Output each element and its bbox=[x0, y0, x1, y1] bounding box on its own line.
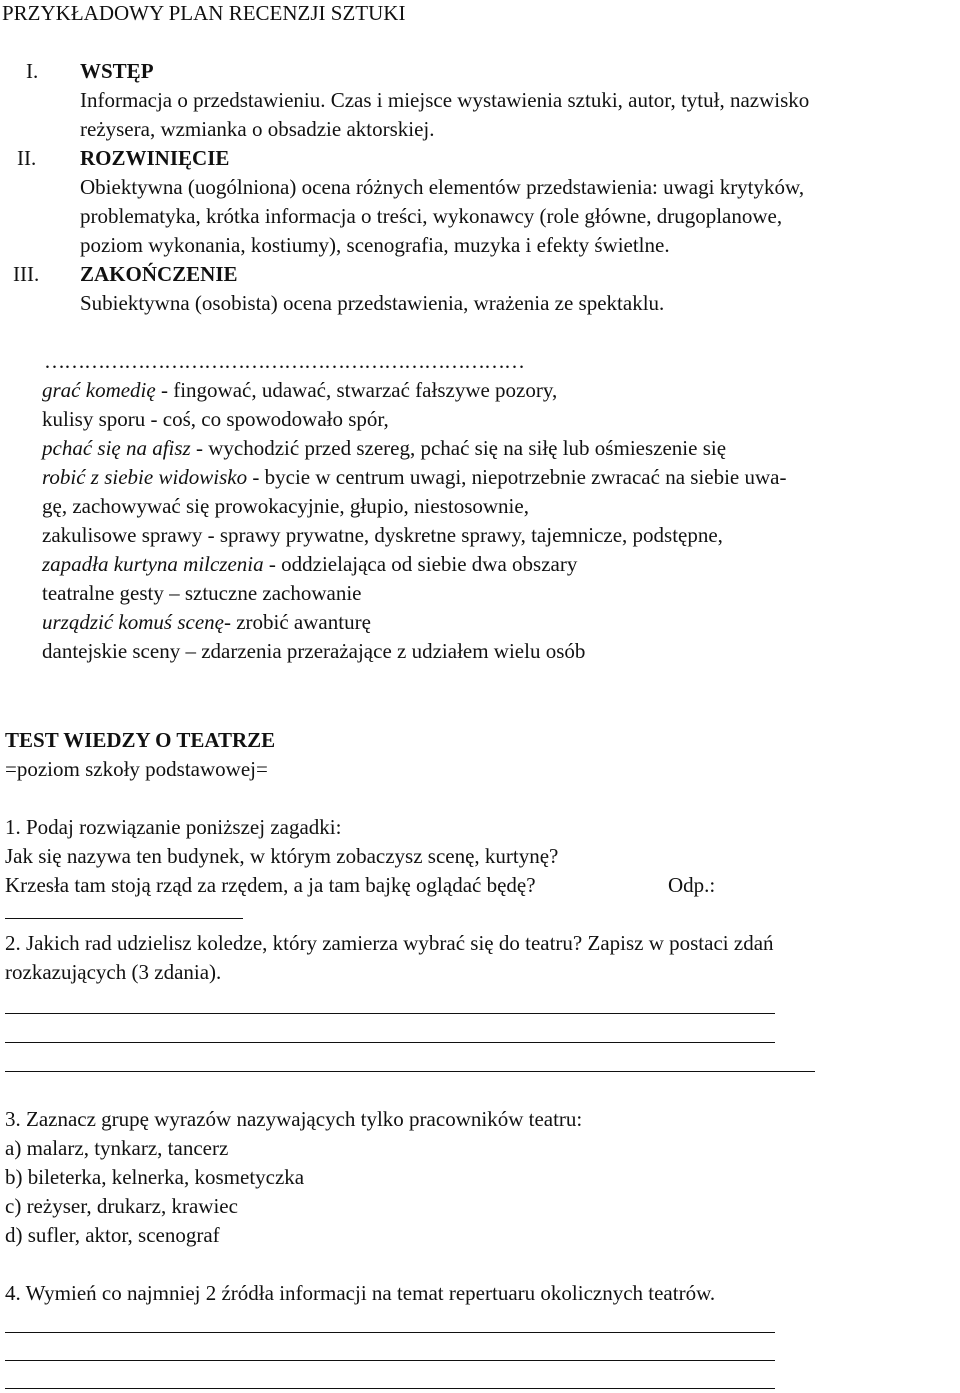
idiom-entry bbox=[42, 522, 723, 548]
idiom-definition: - sprawy prywatne, dyskretne sprawy, tajemnicze, podstępne, bbox=[202, 523, 723, 547]
plan-heading-body: ROZWINIĘCIE bbox=[80, 146, 230, 170]
idiom-definition: - fingować, udawać, stwarzać fałszywe pozory, bbox=[155, 378, 558, 402]
answer-line[interactable] bbox=[5, 1388, 775, 1389]
question-1-riddle-line: Jak się nazywa ten budynek, w którym zobaczysz scenę, kurtynę? bbox=[5, 844, 559, 868]
idiom-definition: - zrobić awanturę bbox=[223, 610, 371, 634]
plan-numeral-1: I. bbox=[26, 59, 39, 83]
answer-line[interactable] bbox=[5, 1332, 775, 1333]
question-1-prompt: 1. Podaj rozwiązanie poniższej zagadki: bbox=[5, 815, 342, 839]
idiom-entry bbox=[42, 551, 577, 577]
option-b[interactable]: b) bileterka, kelnerka, kosmetyczka bbox=[5, 1165, 305, 1189]
idiom-term: kulisy sporu bbox=[42, 407, 146, 431]
page-title: PRZYKŁADOWY PLAN RECENZJI SZTUKI bbox=[2, 1, 406, 25]
question-3-prompt: 3. Zaznacz grupę wyrazów nazywających tylko pracowników teatru: bbox=[5, 1107, 583, 1131]
idiom-entry bbox=[42, 435, 726, 461]
option-a[interactable]: a) malarz, tynkarz, tancerz bbox=[5, 1136, 229, 1160]
plan-line: poziom wykonania, kostiumy), scenografia, muzyka i efekty świetlne. bbox=[80, 233, 670, 257]
answer-line[interactable] bbox=[5, 918, 243, 919]
answer-line[interactable] bbox=[5, 1042, 775, 1043]
idiom-term: teatralne gesty bbox=[42, 581, 164, 605]
plan-line: Subiektywna (osobista) ocena przedstawienia, wrażenia ze spektaklu. bbox=[80, 291, 665, 315]
plan-heading-ending: ZAKOŃCZENIE bbox=[80, 262, 238, 286]
idiom-definition: - wychodzić przed szereg, pchać się na siłę lub ośmieszenie się bbox=[190, 436, 727, 460]
plan-line: Informacja o przedstawieniu. Czas i miejsce wystawienia sztuki, autor, tytuł, nazwisko bbox=[80, 88, 810, 112]
idiom-definition: - bycie w centrum uwagi, niepotrzebnie zwracać na siebie uwa- bbox=[247, 465, 787, 489]
idiom-entry bbox=[42, 493, 529, 519]
question-4-prompt: 4. Wymień co najmniej 2 źródła informacji na temat repertuaru okolicznych teatrów. bbox=[5, 1281, 716, 1305]
idiom-term: dantejskie sceny bbox=[42, 639, 181, 663]
answer-label: Odp.: bbox=[668, 873, 716, 897]
idiom-term: grać komedię bbox=[42, 378, 156, 402]
idiom-term: urządzić komuś scenę bbox=[42, 610, 224, 634]
idiom-term: robić z siebie widowisko bbox=[42, 465, 248, 489]
question-2-prompt: rozkazujących (3 zdania). bbox=[5, 960, 222, 984]
test-level: =poziom szkoły podstawowej= bbox=[5, 757, 268, 781]
option-d[interactable]: d) sufler, aktor, scenograf bbox=[5, 1223, 220, 1247]
idiom-entry bbox=[42, 638, 585, 664]
plan-numeral-3: III. bbox=[13, 262, 40, 286]
idiom-term: zakulisowe sprawy bbox=[42, 523, 203, 547]
question-1-riddle-line: Krzesła tam stoją rząd za rzędem, a ja tam bajkę oglądać będę? bbox=[5, 873, 536, 897]
idiom-definition: – sztuczne zachowanie bbox=[163, 581, 362, 605]
idiom-definition: gę, zachowywać się prowokacyjnie, głupio, niestosownie, bbox=[42, 494, 529, 518]
answer-line[interactable] bbox=[5, 1071, 815, 1072]
answer-line[interactable] bbox=[5, 1360, 775, 1361]
answer-line[interactable] bbox=[5, 1013, 775, 1014]
plan-line: problematyka, krótka informacja o treści, wykonawcy (role główne, drugoplanowe, bbox=[80, 204, 783, 228]
plan-heading-intro: WSTĘP bbox=[80, 59, 154, 83]
idiom-entry bbox=[42, 406, 389, 432]
option-c[interactable]: c) reżyser, drukarz, krawiec bbox=[5, 1194, 238, 1218]
idiom-definition: - oddzielająca od siebie dwa obszary bbox=[263, 552, 578, 576]
plan-line: Obiektywna (uogólniona) ocena różnych elementów przedstawienia: uwagi krytyków, bbox=[80, 175, 805, 199]
plan-line: reżysera, wzmianka o obsadzie aktorskiej. bbox=[80, 117, 435, 141]
idiom-entry bbox=[42, 609, 371, 635]
plan-numeral-2: II. bbox=[17, 146, 37, 170]
test-title: TEST WIEDZY O TEATRZE bbox=[5, 728, 276, 752]
idiom-term: pchać się na afisz bbox=[42, 436, 191, 460]
idiom-definition: - coś, co spowodowało spór, bbox=[145, 407, 389, 431]
dotted-separator: ……………………………………………………………… bbox=[44, 349, 524, 373]
question-2-prompt: 2. Jakich rad udzielisz koledze, który zamierza wybrać się do teatru? Zapisz w postaci zdań bbox=[5, 931, 774, 955]
idiom-entry bbox=[42, 464, 786, 490]
idiom-entry bbox=[42, 580, 362, 606]
idiom-definition: – zdarzenia przerażające z udziałem wielu osób bbox=[180, 639, 586, 663]
idiom-term: zapadła kurtyna milczenia bbox=[42, 552, 264, 576]
idiom-entry bbox=[42, 377, 557, 403]
